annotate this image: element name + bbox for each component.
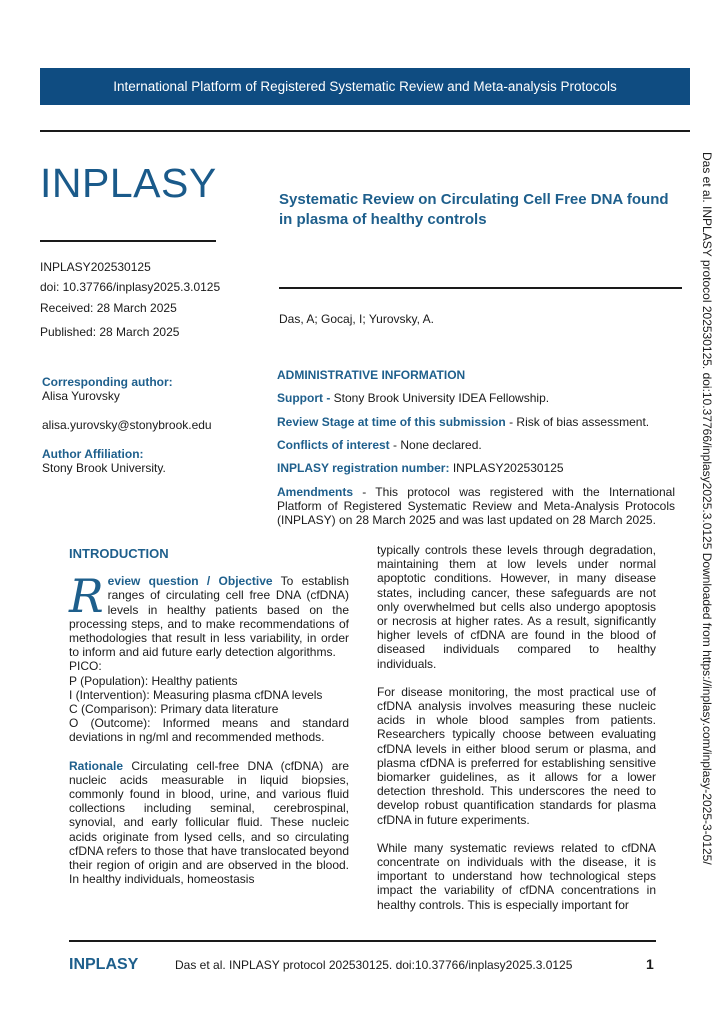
pico-intervention: I (Intervention): Measuring plasma cfDNA levels [69,687,323,702]
rationale-label: Rationale [69,758,124,773]
conflicts-label: Conflicts of interest [277,438,390,452]
admin-support [277,391,677,405]
author-affiliation-label: Author Affiliation: [42,447,144,461]
review-stage-label: Review Stage at time of this submission [277,415,506,429]
footer-logo: INPLASY [69,956,139,973]
corresponding-author-email[interactable]: alisa.yurovsky@stonybrook.edu [42,418,212,432]
amendments-value: - This protocol was registered with the International Platform of Registered Systematic Review and Meta-Analysis Protocols (INPLASY) on 28 March 2025 and was last updated on 28 March 2025. [277,485,675,527]
footer-divider [69,940,656,942]
paper-title: Systematic Review on Circulating Cell Free DNA found in plasma of healthy controls [279,191,669,228]
review-stage-value: - Risk of bias assessment. [505,415,650,429]
pico-list [69,659,349,744]
doi[interactable]: doi: 10.37766/inplasy2025.3.0125 [40,280,221,294]
rationale-paragraph [69,759,349,887]
admin-amendments [277,485,675,527]
pico-outcome: O (Outcome): Informed means and standard deviations in ng/ml and recommended methods. [69,716,349,745]
logo-divider [40,240,216,242]
left-column [69,547,349,886]
conflicts-value: - None declared. [389,438,482,452]
registration-value: INPLASY202530125 [449,461,564,475]
author-affiliation: Stony Brook University. [42,461,166,475]
title-divider [279,287,682,289]
footer-citation: Das et al. INPLASY protocol 202530125. doi:10.37766/inplasy2025.3.0125 [175,958,573,972]
received-date: Received: 28 March 2025 [40,301,177,315]
corresponding-author-label: Corresponding author: [42,375,173,389]
body-paragraph: While many systematic reviews related to cfDNA concentrate on individuals with the disease, it is important to understand how technological steps impact the variability of cfDNA concentrations in healthy controls. This is especially important for [377,840,656,912]
pico-comparison: C (Comparison): Primary data literature [69,702,279,717]
inplasy-logo: INPLASY [40,160,217,206]
admin-heading: ADMINISTRATIVE INFORMATION [277,368,466,382]
corresponding-author-name: Alisa Yurovsky [42,389,120,403]
registration-label: INPLASY registration number: [277,461,450,475]
review-question-paragraph [69,569,349,660]
body-paragraph: For disease monitoring, the most practical use of cfDNA analysis involves measuring these nucleic acids in whole blood samples from patients. Researchers typically choose between evaluating cfDNA levels in either blood serum or plasma, and plasma cfDNA is preferred for establishing sensitive biomarker guidelines, as it allows for a lower detection threshold. This underscores the need to develop robust quantification standards for plasma cfDNA in future experiments. [377,684,656,827]
review-question-text: To establish ranges of circulating cell free DNA (cfDNA) levels in healthy patients based on the processing steps, and to make recommendations of methodologies that result in less variability, in order to inform and aid future early detection algorithms. [69,574,349,660]
protocol-id: INPLASY202530125 [40,260,151,274]
admin-registration [277,461,677,475]
body-paragraph: typically controls these levels through degradation, maintaining them at low levels under normal apoptotic conditions. However, in many disease states, including cancer, these safeguards are not only overwhelmed but cells also undergo apoptosis or necrosis at higher rates. As a result, significantly higher levels of cfDNA are found in the blood of diseased individuals compared to healthy individuals. [377,543,656,671]
right-column [377,543,656,912]
rationale-text: Circulating cell-free DNA (cfDNA) are nucleic acids measurable in liquid biopsies, commonly found in blood, urine, and various fluid collections including seminal, cerebrospinal, synovial, and early follicular fluid. These nucleic acids originate from lysed cells, and so circulating cfDNA refers to those that have translocated beyond their region of origin and are observed in the blood. In healthy individuals, homeostasis [69,758,349,887]
support-label: Support - [277,391,334,405]
page-number: 1 [646,956,654,972]
admin-review-stage [277,415,677,429]
published-date: Published: 28 March 2025 [40,325,180,339]
header-banner [40,68,690,105]
top-divider [40,130,690,132]
pico-heading: PICO: [69,659,102,674]
pico-population: P (Population): Healthy patients [69,673,238,688]
banner-text: International Platform of Registered Systematic Review and Meta-analysis Protocols [113,79,617,94]
dropcap-letter: R [69,569,104,624]
support-value: Stony Brook University IDEA Fellowship. [333,391,550,405]
review-question-label: eview question / Objective [107,574,273,589]
authors: Das, A; Gocaj, I; Yurovsky, A. [279,312,434,326]
amendments-label: Amendments [277,485,354,499]
admin-conflicts [277,438,677,452]
sidebar-citation: Das et al. INPLASY protocol 202530125. doi:10.37766/inplasy2025.3.0125 Downloaded from https://inplasy.com/inplasy-2025-3-0125/ [700,152,714,865]
introduction-heading: INTRODUCTION [69,546,169,561]
